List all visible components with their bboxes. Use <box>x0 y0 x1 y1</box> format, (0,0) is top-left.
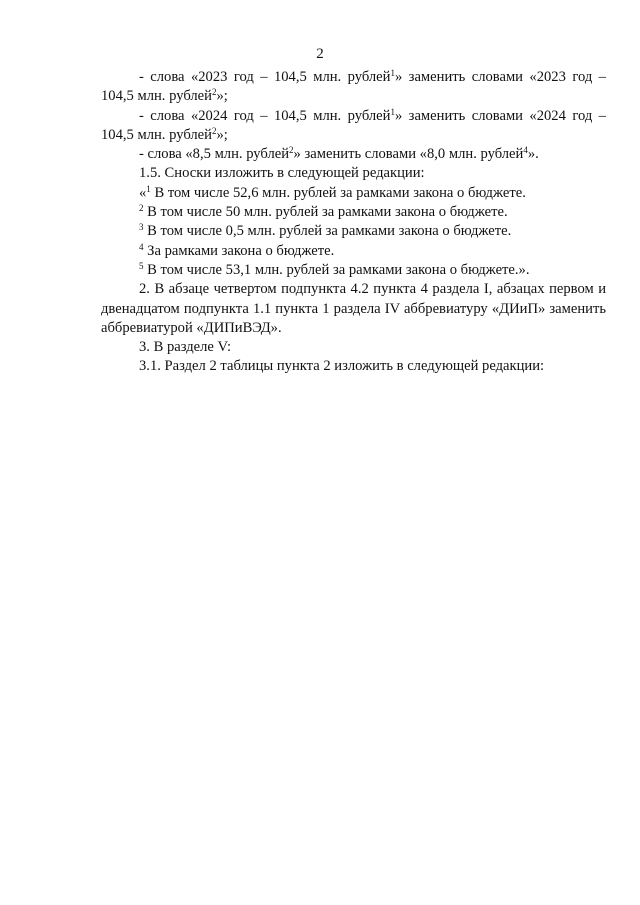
paragraph-replace-8-5 <box>101 145 606 164</box>
paragraph-replace-2024 <box>101 107 606 146</box>
footnote-number: 2 <box>139 203 144 214</box>
footnote-number: 3 <box>139 222 144 233</box>
text-segment: » заменить словами «8,0 млн. рублей <box>293 146 524 163</box>
page-number: 2 <box>316 46 324 62</box>
footnote-ref: 2 <box>289 145 294 156</box>
footnote-2 <box>101 203 606 222</box>
text-segment: » заменить словами «2024 год – 104,5 млн. рублей <box>101 107 606 143</box>
footnote-3 <box>101 222 606 241</box>
paragraph-section-2: 2. В абзаце четвертом подпункта 4.2 пункта 4 раздела I, абзацах первом и двенадцатом подпункта 1.1 пункта 1 раздела IV аббревиатуру «ДИиП» заменить аббревиатурой «ДИПиВЭД». <box>101 281 606 336</box>
paragraph-section-3: 3. В разделе V: <box>139 339 232 356</box>
footnote-ref: 2 <box>211 87 217 98</box>
text-segment: ». <box>527 146 539 163</box>
footnote-text: В том числе 50 млн. рублей за рамками закона о бюджете. <box>143 204 508 221</box>
footnote-ref: 1 <box>390 68 395 78</box>
footnote-number: 5 <box>139 260 144 271</box>
footnote-number: 1 <box>146 183 151 194</box>
footnote-text: За рамками закона о бюджете. <box>143 242 335 259</box>
quote-open: « <box>139 184 147 201</box>
footnote-4 <box>101 242 606 261</box>
footnote-text: В том числе 53,1 млн. рублей за рамками закона о бюджете.». <box>143 261 530 278</box>
document-body <box>101 68 606 377</box>
footnote-ref: 2 <box>211 125 217 136</box>
text-segment: » заменить словами «2023 год – 104,5 млн. рублей <box>101 69 606 105</box>
text-segment: - слова «8,5 млн. рублей <box>139 146 290 163</box>
footnote-5 <box>101 261 606 280</box>
footnote-ref: 4 <box>523 145 528 156</box>
text-segment: - слова «2024 год – 104,5 млн. рублей <box>139 107 391 124</box>
paragraph-replace-2023 <box>101 68 606 107</box>
text-segment: »; <box>216 126 228 143</box>
footnote-text: В том числе 0,5 млн. рублей за рамками закона о бюджете. <box>143 223 512 240</box>
text-segment: »; <box>216 88 228 105</box>
footnote-text: В том числе 52,6 млн. рублей за рамками закона о бюджете. <box>150 184 526 201</box>
paragraph-footnotes-heading: 1.5. Сноски изложить в следующей редакции: <box>139 165 425 182</box>
paragraph-section-3-1: 3.1. Раздел 2 таблицы пункта 2 изложить в следующей редакции: <box>139 358 545 375</box>
footnote-1 <box>101 184 606 203</box>
footnote-ref: 1 <box>390 106 395 117</box>
text-segment: - слова «2023 год – 104,5 млн. рублей <box>139 69 391 85</box>
footnote-number: 4 <box>139 241 144 252</box>
